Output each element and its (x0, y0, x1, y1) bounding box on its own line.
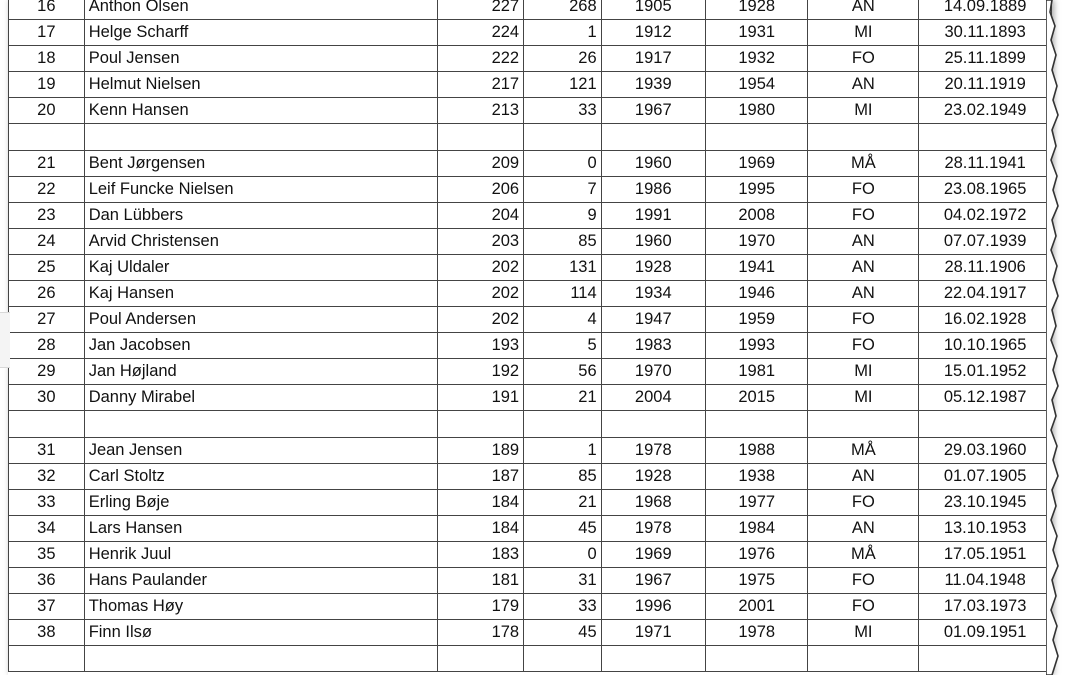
rank-cell: 25 (9, 255, 85, 281)
player-name-cell: Kaj Hansen (84, 281, 437, 307)
value-1-cell: 203 (437, 229, 523, 255)
player-name-cell (84, 124, 437, 151)
end-year-cell: 2015 (705, 385, 808, 411)
player-name-cell: Poul Andersen (84, 307, 437, 333)
birth-date-cell: 23.08.1965 (919, 177, 1052, 203)
torn-paper-edge (1046, 0, 1064, 675)
player-name-cell: Arvid Christensen (84, 229, 437, 255)
position-cell: AN (808, 464, 919, 490)
start-year-cell: 2004 (601, 385, 705, 411)
value-2-cell (524, 124, 602, 151)
value-2-cell: 9 (524, 203, 602, 229)
player-name-cell: Finn Ilsø (84, 620, 437, 646)
birth-date-cell: 25.11.1899 (919, 46, 1052, 72)
end-year-cell: 1928 (705, 0, 808, 20)
position-cell: MI (808, 385, 919, 411)
player-name-cell: Bent Jørgensen (84, 151, 437, 177)
table-row (9, 646, 1052, 672)
value-1-cell: 227 (437, 0, 523, 20)
start-year-cell: 1968 (601, 490, 705, 516)
value-2-cell: 1 (524, 438, 602, 464)
table-row (9, 46, 1052, 72)
birth-date-cell: 01.09.1951 (919, 620, 1052, 646)
table-row (9, 20, 1052, 46)
start-year-cell: 1986 (601, 177, 705, 203)
value-1-cell (437, 411, 523, 438)
table-row (9, 516, 1052, 542)
end-year-cell: 1975 (705, 568, 808, 594)
value-1-cell: 224 (437, 20, 523, 46)
end-year-cell (705, 124, 808, 151)
birth-date-cell: 17.05.1951 (919, 542, 1052, 568)
value-2-cell: 21 (524, 385, 602, 411)
start-year-cell: 1967 (601, 568, 705, 594)
player-name-cell: Leif Funcke Nielsen (84, 177, 437, 203)
value-1-cell: 213 (437, 98, 523, 124)
value-2-cell: 131 (524, 255, 602, 281)
value-1-cell: 204 (437, 203, 523, 229)
table-row (9, 438, 1052, 464)
document-sheet (8, 0, 1052, 675)
value-1-cell: 202 (437, 255, 523, 281)
value-2-cell: 0 (524, 542, 602, 568)
value-2-cell: 114 (524, 281, 602, 307)
end-year-cell: 1932 (705, 46, 808, 72)
start-year-cell: 1912 (601, 20, 705, 46)
player-name-cell: Helge Scharff (84, 20, 437, 46)
rank-cell: 36 (9, 568, 85, 594)
end-year-cell: 1976 (705, 542, 808, 568)
position-cell: AN (808, 281, 919, 307)
start-year-cell: 1996 (601, 594, 705, 620)
value-1-cell (437, 124, 523, 151)
table-row (9, 542, 1052, 568)
value-2-cell: 7 (524, 177, 602, 203)
rank-cell (9, 646, 85, 672)
value-2-cell: 268 (524, 0, 602, 20)
table-row (9, 151, 1052, 177)
end-year-cell: 1995 (705, 177, 808, 203)
position-cell: FO (808, 307, 919, 333)
player-name-cell: Jan Højland (84, 359, 437, 385)
table-row (9, 255, 1052, 281)
value-2-cell: 31 (524, 568, 602, 594)
value-1-cell: 202 (437, 307, 523, 333)
position-cell: AN (808, 72, 919, 98)
value-1-cell: 184 (437, 516, 523, 542)
value-1-cell: 202 (437, 281, 523, 307)
value-2-cell: 21 (524, 490, 602, 516)
table-row (9, 229, 1052, 255)
rank-cell: 28 (9, 333, 85, 359)
rank-cell (9, 411, 85, 438)
value-1-cell: 181 (437, 568, 523, 594)
player-name-cell: Dan Lübbers (84, 203, 437, 229)
background-sheet-edge (0, 312, 10, 368)
start-year-cell: 1960 (601, 151, 705, 177)
table-row (9, 177, 1052, 203)
start-year-cell (601, 411, 705, 438)
rank-cell: 37 (9, 594, 85, 620)
value-2-cell: 121 (524, 72, 602, 98)
end-year-cell: 1970 (705, 229, 808, 255)
rank-cell: 27 (9, 307, 85, 333)
rank-cell: 26 (9, 281, 85, 307)
start-year-cell: 1947 (601, 307, 705, 333)
player-name-cell: Lars Hansen (84, 516, 437, 542)
end-year-cell: 1981 (705, 359, 808, 385)
value-2-cell: 33 (524, 98, 602, 124)
table-row (9, 0, 1052, 20)
rank-cell: 33 (9, 490, 85, 516)
player-name-cell: Thomas Høy (84, 594, 437, 620)
position-cell: MÅ (808, 438, 919, 464)
rank-cell: 29 (9, 359, 85, 385)
table-row (9, 333, 1052, 359)
player-name-cell: Kaj Uldaler (84, 255, 437, 281)
player-name-cell (84, 646, 437, 672)
end-year-cell: 1988 (705, 438, 808, 464)
value-2-cell (524, 411, 602, 438)
end-year-cell: 1978 (705, 620, 808, 646)
rank-cell: 35 (9, 542, 85, 568)
table-row (9, 203, 1052, 229)
value-2-cell: 45 (524, 516, 602, 542)
start-year-cell: 1939 (601, 72, 705, 98)
value-2-cell (524, 646, 602, 672)
birth-date-cell: 17.03.1973 (919, 594, 1052, 620)
position-cell: MI (808, 20, 919, 46)
birth-date-cell: 07.07.1939 (919, 229, 1052, 255)
start-year-cell: 1978 (601, 516, 705, 542)
player-name-cell: Henrik Juul (84, 542, 437, 568)
position-cell: AN (808, 255, 919, 281)
position-cell: FO (808, 568, 919, 594)
table-body (9, 0, 1052, 672)
player-name-cell: Anthon Olsen (84, 0, 437, 20)
end-year-cell: 2008 (705, 203, 808, 229)
table-row (9, 385, 1052, 411)
value-2-cell: 0 (524, 151, 602, 177)
value-1-cell: 191 (437, 385, 523, 411)
value-2-cell: 85 (524, 464, 602, 490)
end-year-cell: 1984 (705, 516, 808, 542)
rank-cell: 16 (9, 0, 85, 20)
position-cell: AN (808, 229, 919, 255)
end-year-cell: 1993 (705, 333, 808, 359)
start-year-cell: 1970 (601, 359, 705, 385)
birth-date-cell: 23.10.1945 (919, 490, 1052, 516)
value-2-cell: 1 (524, 20, 602, 46)
rank-cell: 30 (9, 385, 85, 411)
player-name-cell: Poul Jensen (84, 46, 437, 72)
player-name-cell: Carl Stoltz (84, 464, 437, 490)
table-row (9, 594, 1052, 620)
end-year-cell: 1941 (705, 255, 808, 281)
start-year-cell: 1978 (601, 438, 705, 464)
start-year-cell: 1928 (601, 255, 705, 281)
table-row (9, 98, 1052, 124)
player-statistics-table (8, 0, 1052, 672)
start-year-cell: 1928 (601, 464, 705, 490)
birth-date-cell: 28.11.1906 (919, 255, 1052, 281)
position-cell: AN (808, 516, 919, 542)
player-name-cell: Danny Mirabel (84, 385, 437, 411)
birth-date-cell: 28.11.1941 (919, 151, 1052, 177)
start-year-cell: 1971 (601, 620, 705, 646)
position-cell (808, 124, 919, 151)
end-year-cell: 1946 (705, 281, 808, 307)
start-year-cell: 1983 (601, 333, 705, 359)
birth-date-cell (919, 411, 1052, 438)
position-cell: MI (808, 620, 919, 646)
position-cell (808, 646, 919, 672)
end-year-cell: 2001 (705, 594, 808, 620)
table-row (9, 307, 1052, 333)
birth-date-cell: 10.10.1965 (919, 333, 1052, 359)
birth-date-cell: 01.07.1905 (919, 464, 1052, 490)
birth-date-cell: 05.12.1987 (919, 385, 1052, 411)
value-1-cell: 217 (437, 72, 523, 98)
start-year-cell: 1960 (601, 229, 705, 255)
end-year-cell (705, 646, 808, 672)
value-2-cell: 45 (524, 620, 602, 646)
table-row (9, 568, 1052, 594)
rank-cell: 38 (9, 620, 85, 646)
position-cell: MÅ (808, 542, 919, 568)
rank-cell: 34 (9, 516, 85, 542)
table-row (9, 281, 1052, 307)
birth-date-cell: 13.10.1953 (919, 516, 1052, 542)
position-cell: FO (808, 490, 919, 516)
player-name-cell: Hans Paulander (84, 568, 437, 594)
value-2-cell: 85 (524, 229, 602, 255)
rank-cell: 21 (9, 151, 85, 177)
rank-cell: 20 (9, 98, 85, 124)
position-cell: FO (808, 594, 919, 620)
birth-date-cell: 11.04.1948 (919, 568, 1052, 594)
end-year-cell: 1977 (705, 490, 808, 516)
position-cell: MI (808, 98, 919, 124)
birth-date-cell: 14.09.1889 (919, 0, 1052, 20)
birth-date-cell: 20.11.1919 (919, 72, 1052, 98)
value-1-cell: 222 (437, 46, 523, 72)
start-year-cell (601, 124, 705, 151)
value-1-cell: 206 (437, 177, 523, 203)
start-year-cell: 1917 (601, 46, 705, 72)
table-row (9, 359, 1052, 385)
end-year-cell: 1938 (705, 464, 808, 490)
start-year-cell: 1967 (601, 98, 705, 124)
rank-cell: 31 (9, 438, 85, 464)
birth-date-cell: 15.01.1952 (919, 359, 1052, 385)
end-year-cell: 1954 (705, 72, 808, 98)
end-year-cell: 1980 (705, 98, 808, 124)
position-cell: AN (808, 0, 919, 20)
value-1-cell: 187 (437, 464, 523, 490)
start-year-cell: 1969 (601, 542, 705, 568)
player-name-cell: Erling Bøje (84, 490, 437, 516)
rank-cell: 19 (9, 72, 85, 98)
birth-date-cell: 22.04.1917 (919, 281, 1052, 307)
birth-date-cell (919, 124, 1052, 151)
value-2-cell: 5 (524, 333, 602, 359)
value-1-cell: 179 (437, 594, 523, 620)
value-2-cell: 33 (524, 594, 602, 620)
player-name-cell: Jan Jacobsen (84, 333, 437, 359)
value-1-cell: 183 (437, 542, 523, 568)
value-1-cell: 189 (437, 438, 523, 464)
rank-cell: 24 (9, 229, 85, 255)
value-1-cell: 209 (437, 151, 523, 177)
position-cell (808, 411, 919, 438)
spacer-row (9, 411, 1052, 438)
end-year-cell: 1931 (705, 20, 808, 46)
position-cell: MI (808, 359, 919, 385)
rank-cell: 18 (9, 46, 85, 72)
player-name-cell: Kenn Hansen (84, 98, 437, 124)
rank-cell: 23 (9, 203, 85, 229)
value-2-cell: 56 (524, 359, 602, 385)
birth-date-cell: 16.02.1928 (919, 307, 1052, 333)
value-1-cell: 192 (437, 359, 523, 385)
rank-cell: 17 (9, 20, 85, 46)
birth-date-cell: 30.11.1893 (919, 20, 1052, 46)
end-year-cell (705, 411, 808, 438)
table-row (9, 72, 1052, 98)
position-cell: FO (808, 333, 919, 359)
birth-date-cell: 23.02.1949 (919, 98, 1052, 124)
table-row (9, 620, 1052, 646)
value-2-cell: 26 (524, 46, 602, 72)
birth-date-cell: 04.02.1972 (919, 203, 1052, 229)
player-name-cell: Jean Jensen (84, 438, 437, 464)
start-year-cell: 1905 (601, 0, 705, 20)
start-year-cell (601, 646, 705, 672)
position-cell: FO (808, 46, 919, 72)
value-1-cell: 178 (437, 620, 523, 646)
player-name-cell: Helmut Nielsen (84, 72, 437, 98)
start-year-cell: 1991 (601, 203, 705, 229)
spacer-row (9, 124, 1052, 151)
value-1-cell: 184 (437, 490, 523, 516)
rank-cell (9, 124, 85, 151)
rank-cell: 32 (9, 464, 85, 490)
value-1-cell (437, 646, 523, 672)
player-name-cell (84, 411, 437, 438)
value-1-cell: 193 (437, 333, 523, 359)
position-cell: FO (808, 203, 919, 229)
value-2-cell: 4 (524, 307, 602, 333)
birth-date-cell: 29.03.1960 (919, 438, 1052, 464)
table-row (9, 490, 1052, 516)
position-cell: MÅ (808, 151, 919, 177)
start-year-cell: 1934 (601, 281, 705, 307)
end-year-cell: 1959 (705, 307, 808, 333)
table-row (9, 464, 1052, 490)
rank-cell: 22 (9, 177, 85, 203)
birth-date-cell (919, 646, 1052, 672)
position-cell: FO (808, 177, 919, 203)
end-year-cell: 1969 (705, 151, 808, 177)
